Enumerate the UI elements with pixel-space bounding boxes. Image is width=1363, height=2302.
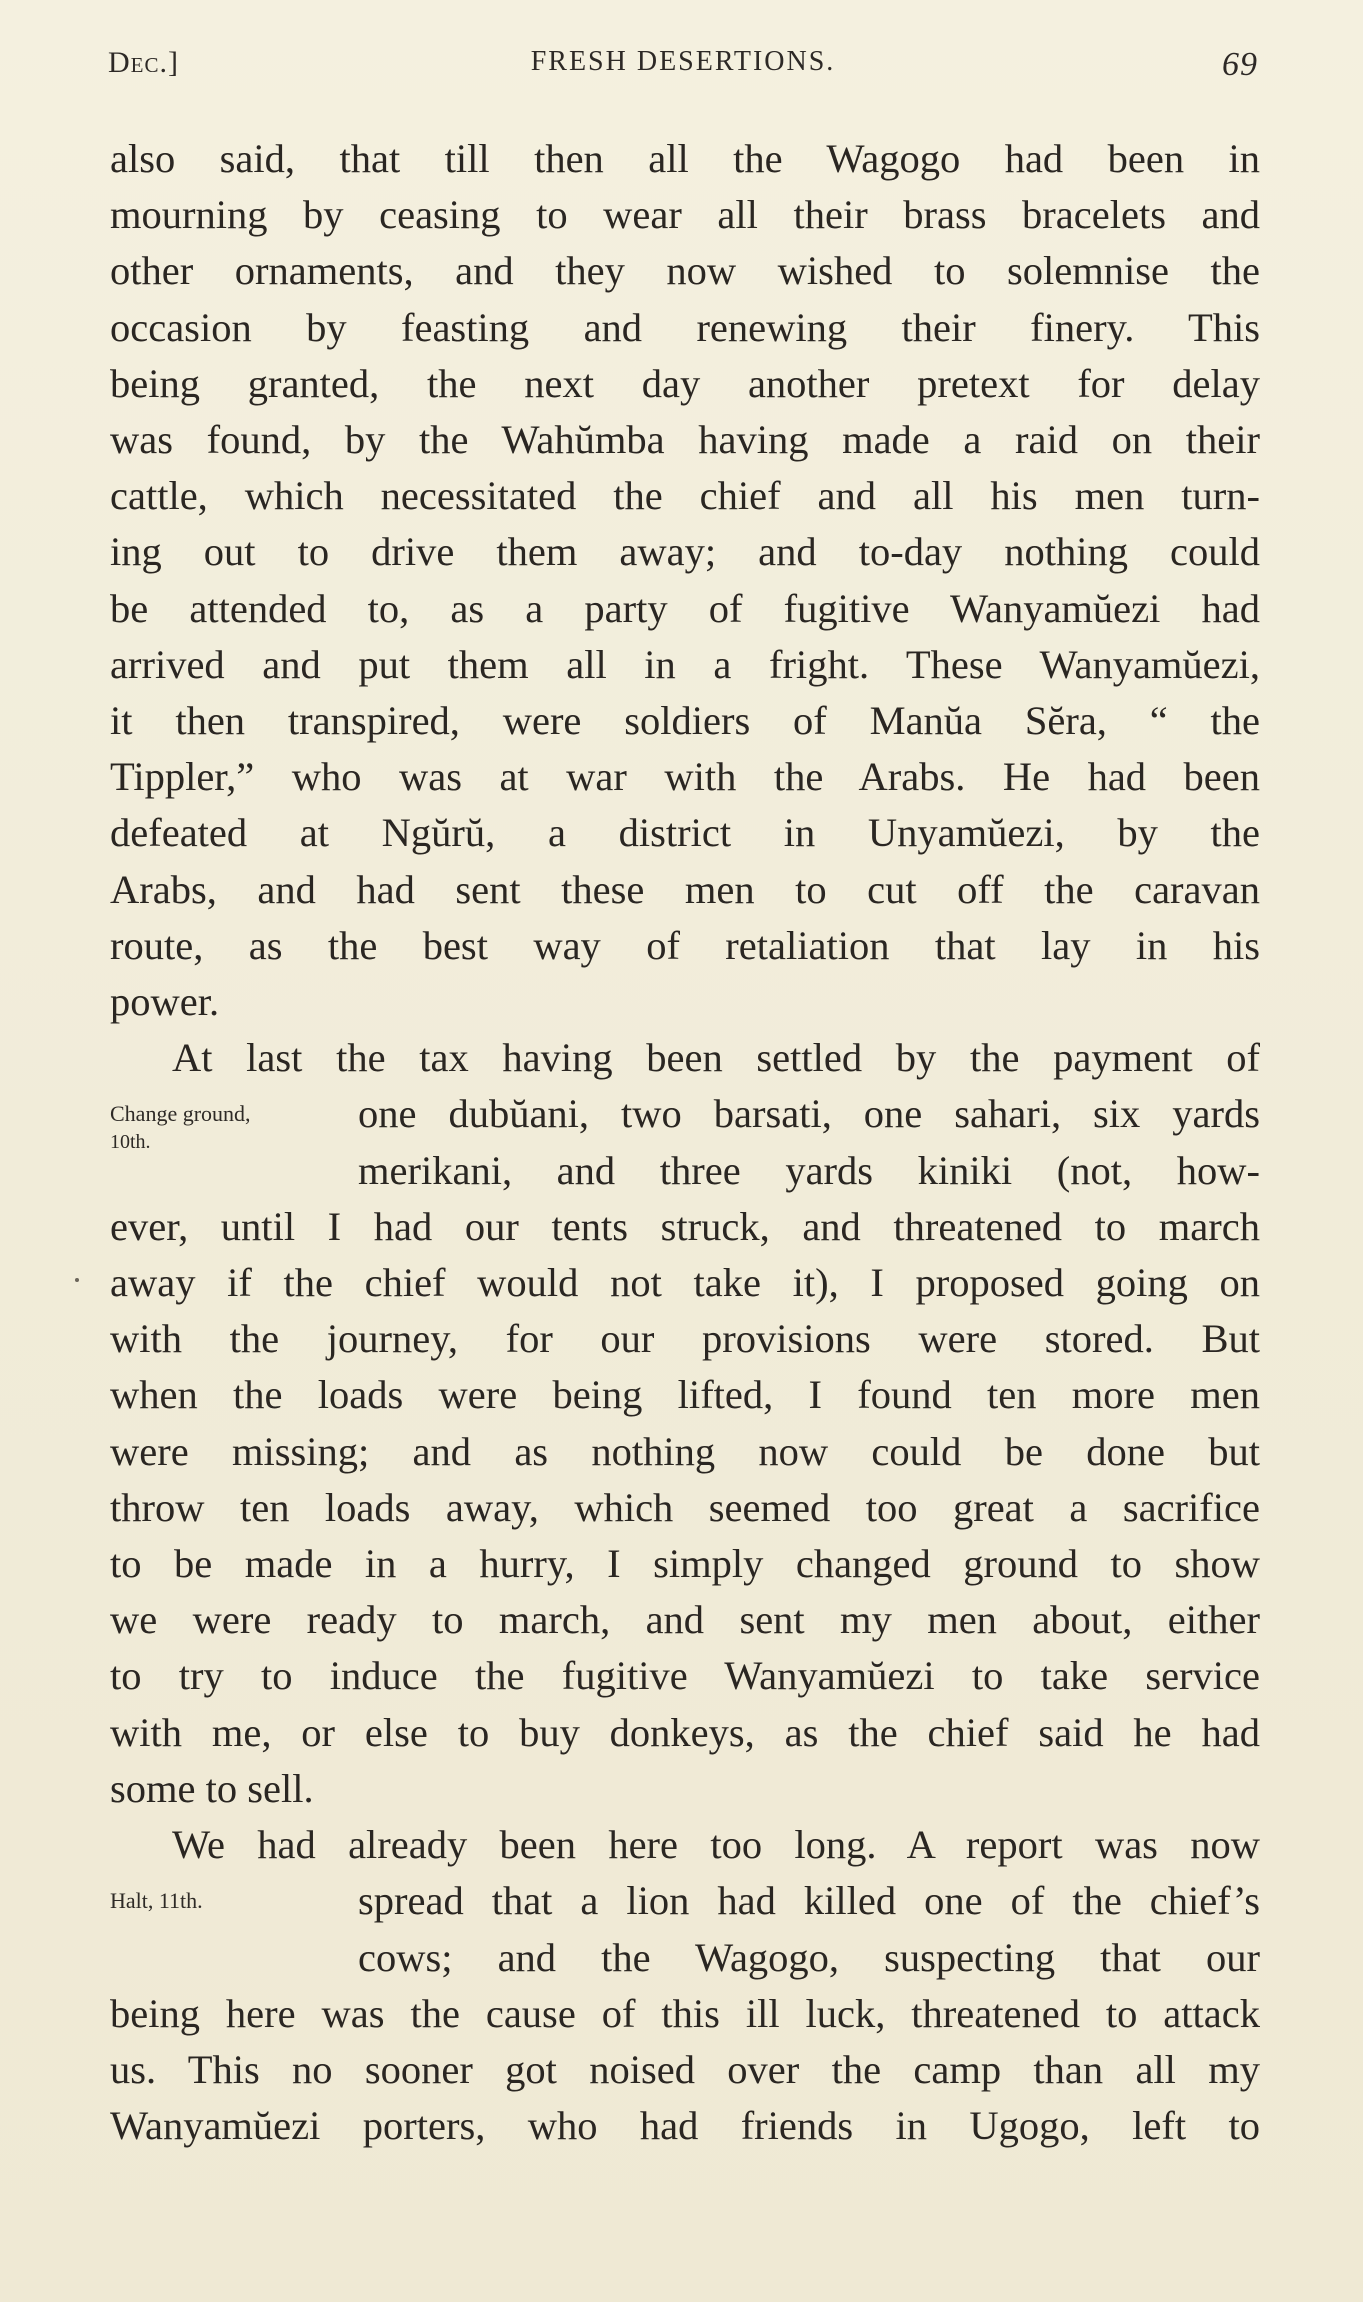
text-line: ever, until I had our tents struck, and threatened to march [110,1203,1260,1249]
text-line: with me, or else to buy donkeys, as the chief said he had [110,1709,1260,1755]
running-head [108,46,1258,86]
text-line: defeated at Ngŭrŭ, a district in Unyamŭezi, by the [110,810,1260,856]
narrow-column [358,1873,1260,1985]
text-line: one dubŭani, two barsati, one sahari, six yards [358,1091,1260,1137]
text-line: it then transpired, were soldiers of Manŭa Sĕra, “ the [110,698,1260,744]
text-line: to try to induce the fugitive Wanyamŭezi to take service [110,1653,1260,1699]
text-line: being here was the cause of this ill luck, threatened to attack [110,1990,1260,2036]
text-line: occasion by feasting and renewing their finery. This [110,304,1260,350]
text-line: away if the chief would not take it), I proposed going on [110,1260,1260,1306]
text-line: we were ready to march, and sent my men about, either [110,1597,1260,1643]
side-note-block [110,1873,1260,1985]
text-line: with the journey, for our provisions were stored. But [110,1316,1260,1362]
page-number: 69 [1222,46,1258,83]
text-line: power. [110,979,220,1025]
text-line: being granted, the next day another pretext for delay [110,360,1260,406]
side-note-block [110,1086,1260,1198]
text-line: Wanyamŭezi porters, who had friends in Ugogo, left to [110,2103,1260,2149]
narrow-column [358,1086,1260,1198]
paper-speck [75,1278,79,1282]
text-line: We had already been here too long. A report was now [172,1822,1260,1868]
text-line: spread that a lion had killed one of the chief’s [358,1878,1260,1924]
margin-note-date: 10th. [110,1131,151,1154]
text-line: to be made in a hurry, I simply changed ground to show [110,1541,1260,1587]
text-line: ing out to drive them away; and to-day nothing could [110,529,1260,575]
margin-note [110,1887,203,1915]
text-line: cows; and the Wagogo, suspecting that our [358,1934,1260,1980]
margin-note [110,1100,251,1156]
paragraph [110,1030,1260,1817]
text-line: throw ten loads away, which seemed too great a sacrifice [110,1484,1260,1530]
margin-note-text: Halt, 11th. [110,1888,203,1914]
text-line: route, as the best way of retaliation that lay in his [110,922,1260,968]
text-line: Tippler,” who was at war with the Arabs. He had been [110,754,1260,800]
text-line: cattle, which necessitated the chief and all his men turn- [110,473,1260,519]
running-head-title: FRESH DESERTIONS. [530,46,836,77]
text-line: Arabs, and had sent these men to cut off the caravan [110,866,1260,912]
text-line: merikani, and three yards kiniki (not, how- [358,1147,1260,1193]
text-line: us. This no sooner got noised over the camp than all my [110,2046,1260,2092]
text-line: was found, by the Wahŭmba having made a raid on their [110,417,1260,463]
paragraph [110,131,1260,1030]
text-line: some to sell. [110,1765,314,1811]
text-line: be attended to, as a party of fugitive Wanyamŭezi had [110,585,1260,631]
margin-note-text: Change ground, [110,1101,251,1127]
running-head-month: Dec.] [108,46,179,79]
body-text [110,131,1260,2154]
text-line: other ornaments, and they now wished to solemnise the [110,248,1260,294]
text-line: when the loads were being lifted, I found ten more men [110,1372,1260,1418]
text-line: mourning by ceasing to wear all their brass bracelets and [110,192,1260,238]
text-line: At last the tax having been settled by the payment of [172,1035,1260,1081]
text-line: also said, that till then all the Wagogo had been in [110,136,1260,181]
paragraph [110,1817,1260,2154]
text-line: arrived and put them all in a fright. These Wanyamŭezi, [110,641,1260,687]
text-line: were missing; and as nothing now could be done but [110,1428,1260,1474]
